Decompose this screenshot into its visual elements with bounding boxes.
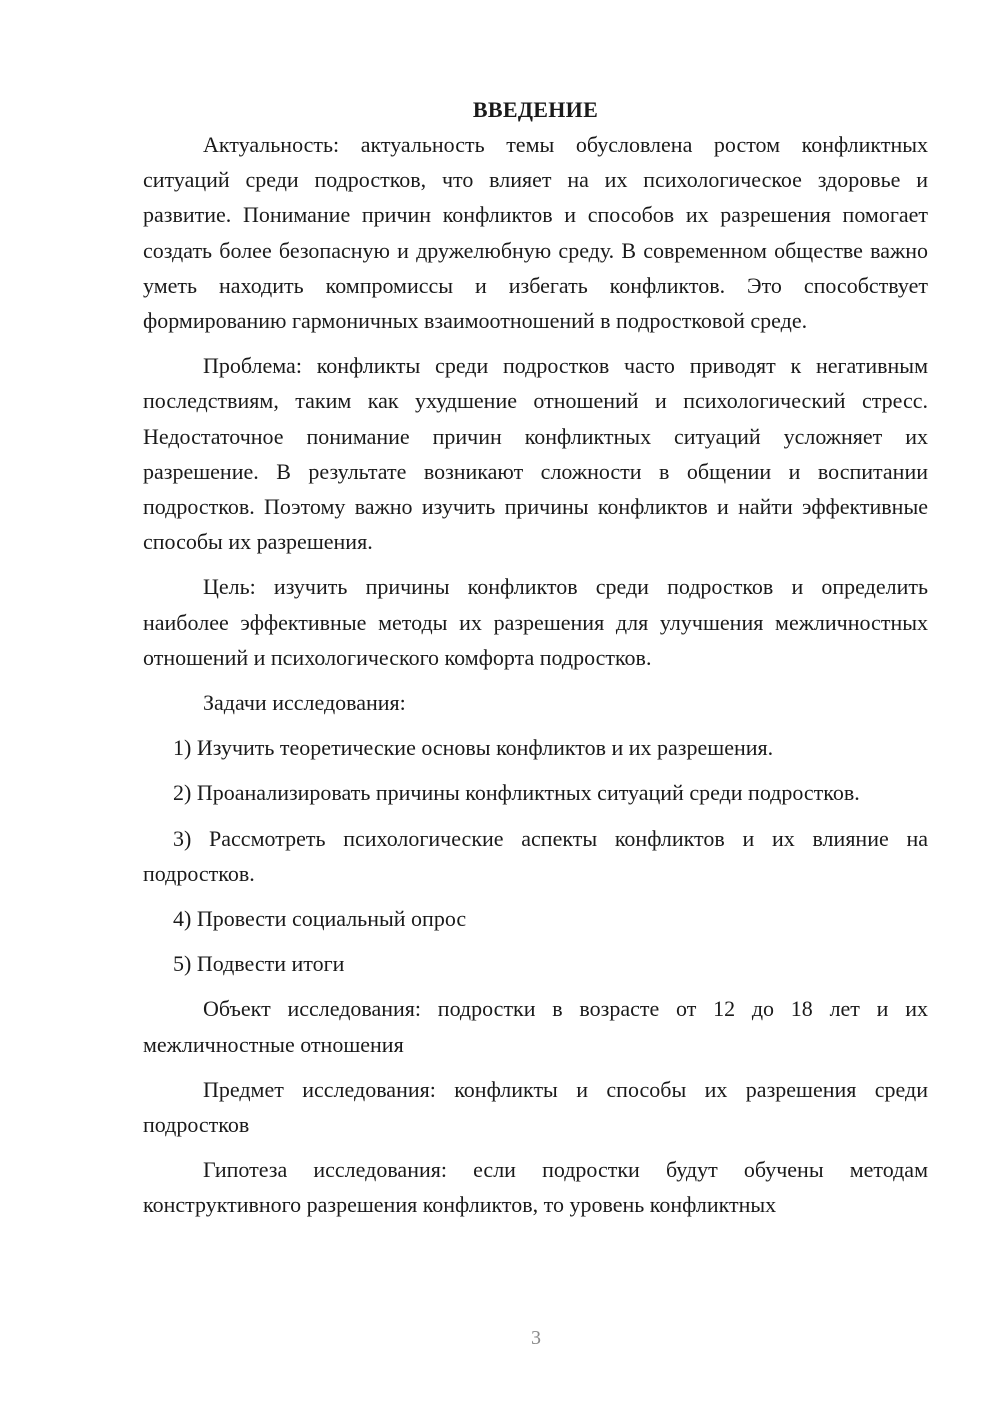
hypothesis-paragraph: Гипотеза исследования: если подростки будут обучены методам конструктивного разрешения конфликтов, то уровень конфликтных: [143, 1157, 928, 1218]
document-page: [143, 92, 928, 1233]
task-item-5: 5) Подвести итоги: [173, 951, 345, 977]
task-item-2: 2) Проанализировать причины конфликтных ситуаций среди подростков.: [173, 780, 860, 806]
subject-paragraph: Предмет исследования: конфликты и способы их разрешения среди подростков: [143, 1076, 928, 1138]
problem-paragraph: Проблема: конфликты среди подростков часто приводят к негативным последствиям, таким как ухудшение отношений и психологический стресс. Недостаточное понимание причин конфликтных ситуаций усложняет их разрешение. В результате возникают сложности в общении и воспитании подростков. Поэтому важно изучить причины конфликтов и найти эффективные способы их разрешения.: [143, 353, 928, 555]
page-number: 3: [531, 1327, 541, 1349]
task-item-4: 4) Провести социальный опрос: [173, 906, 467, 932]
page-title: ВВЕДЕНИЕ: [472, 97, 599, 122]
object-paragraph: Объект исследования: подростки в возрасте от 12 до 18 лет и их межличностные отношения: [143, 996, 928, 1057]
goal-paragraph: Цель: изучить причины конфликтов среди подростков и определить наиболее эффективные методы их разрешения для улучшения межличностных отношений и психологического комфорта подростков.: [143, 574, 928, 670]
relevance-paragraph: Актуальность: актуальность темы обусловлена ростом конфликтных ситуаций среди подростков, что влияет на их психологическое здоровье и развитие. Понимание причин конфликтов и способов их разрешения помогает создать более безопасную и дружелюбную среду. В современном обществе важно уметь находить компромиссы и избегать конфликтов. Это способствует формированию гармоничных взаимоотношений в подростковой среде.: [143, 132, 928, 334]
task-item-1: 1) Изучить теоретические основы конфликтов и их разрешения.: [173, 735, 774, 761]
task-item-3: 3) Рассмотреть психологические аспекты конфликтов и их влияние на подростков.: [143, 825, 928, 886]
tasks-heading: Задачи исследования:: [203, 690, 406, 716]
